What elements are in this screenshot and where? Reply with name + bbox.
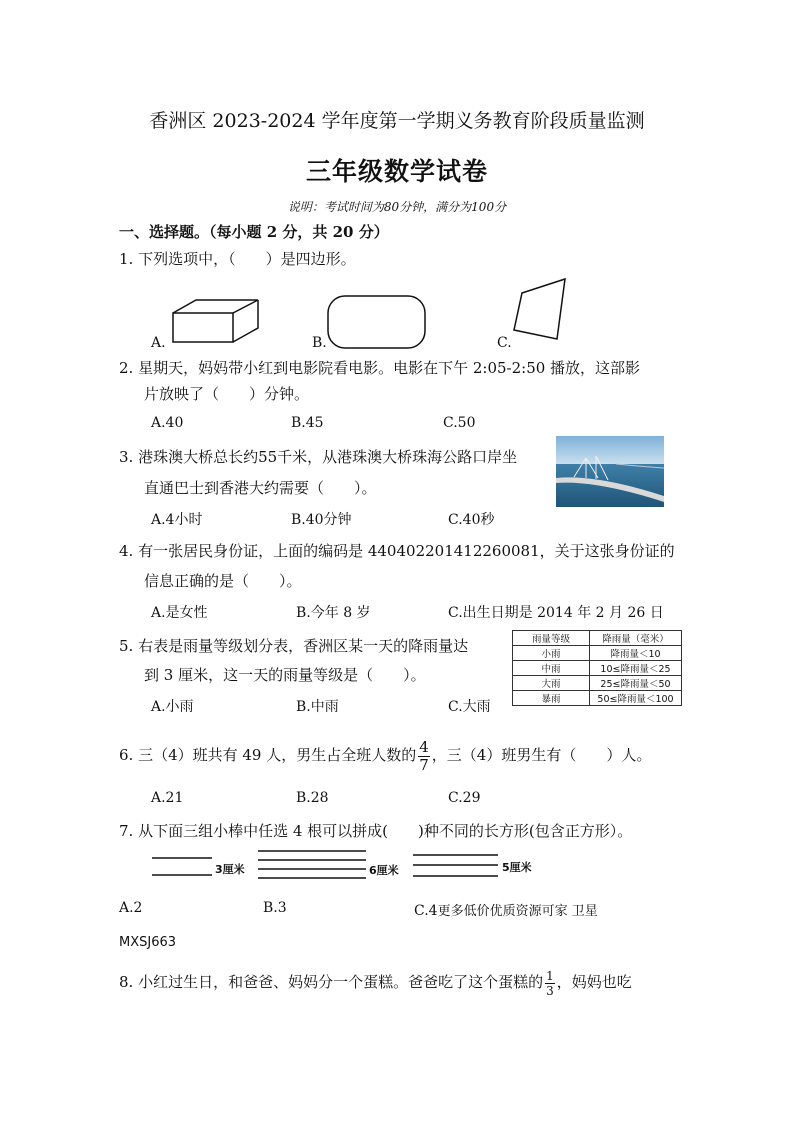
table-cell: 25≤降雨量＜50 <box>590 676 682 691</box>
exam-header-title: 香洲区 2023-2024 学年度第一学期义务教育阶段质量监测 <box>149 110 645 132</box>
question-7-stem: 7. 从下面三组小棒中任选 4 根可以拼成( )种不同的长方形(包含正方形）。 <box>119 822 633 840</box>
question-5-line-1: 5. 右表是雨量等级划分表，香洲区某一天的降雨量达 <box>119 637 469 655</box>
question-6-stem <box>119 735 651 775</box>
question-8-text-after: ，妈妈也吃 <box>556 973 632 991</box>
question-1-stem: 1. 下列选项中，（ ）是四边形。 <box>119 250 356 268</box>
exam-title: 三年级数学试卷 <box>305 157 488 186</box>
table-cell: 降雨量＜10 <box>590 646 682 661</box>
fraction-one-third <box>545 970 555 997</box>
question-4-option-c: C.出生日期是 2014 年 2 月 26 日 <box>448 605 664 621</box>
fraction-numerator: 4 <box>419 737 429 756</box>
rainfall-grade-table <box>512 630 682 706</box>
table-header-cell: 雨量等级 <box>513 631 590 646</box>
question-1-option-b: B. <box>312 335 327 351</box>
question-7-option-a: A.2 <box>119 900 143 916</box>
question-4-option-a: A.是女性 <box>151 605 208 621</box>
rounded-rectangle-figure <box>326 294 428 352</box>
question-8-stem <box>119 962 632 1002</box>
question-3-option-a: A.4小时 <box>151 512 203 528</box>
watermark-text: 更多低价优质资源可家 卫星 <box>437 904 598 919</box>
sticks-group-6cm <box>258 848 366 882</box>
table-row <box>513 676 682 691</box>
fraction-four-sevenths <box>418 737 430 774</box>
question-4-option-b: B.今年 8 岁 <box>296 605 371 621</box>
question-2-option-c: C.50 <box>443 415 476 431</box>
question-1-option-a: A. <box>151 335 166 351</box>
question-2-option-b: B.45 <box>291 415 324 431</box>
table-row <box>513 661 682 676</box>
sticks-group-3cm <box>152 855 212 879</box>
question-5-option-a: A.小雨 <box>151 699 194 715</box>
table-cell: 小雨 <box>513 646 590 661</box>
question-3-option-c: C.40秒 <box>448 512 495 528</box>
question-3-line-1: 3. 港珠澳大桥总长约55千米，从港珠澳大桥珠海公路口岸坐 <box>119 448 518 466</box>
exam-note: 说明：考试时间为80分钟，满分为100分 <box>287 200 507 214</box>
question-6-option-c: C.29 <box>448 790 481 806</box>
question-3-option-b: B.40分钟 <box>291 512 352 528</box>
bridge-photo <box>556 436 664 507</box>
question-2-line-2: 片放映了（ ）分钟。 <box>144 385 310 403</box>
fraction-denominator: 7 <box>419 755 429 774</box>
question-5-line-2: 到 3 厘米，这一天的雨量等级是（ ）。 <box>144 666 426 684</box>
question-7-option-b: B.3 <box>263 900 287 916</box>
sticks-group-5cm <box>413 852 498 880</box>
fraction-numerator: 1 <box>546 968 554 983</box>
table-cell: 大雨 <box>513 676 590 691</box>
question-3-line-2: 直通巴士到香港大约需要（ ）。 <box>144 479 377 497</box>
sticks-label-3cm: 3厘米 <box>215 863 245 876</box>
question-6-text-after: ，三（4）班男生有（ ）人。 <box>431 746 652 764</box>
sticks-label-6cm: 6厘米 <box>369 864 399 877</box>
question-4-line-1: 4. 有一张居民身份证，上面的编码是 440402201412260081，关于这张身份证的 <box>119 542 675 560</box>
question-6-option-b: B.28 <box>296 790 329 806</box>
question-7-option-c <box>414 900 598 919</box>
table-row <box>513 691 682 706</box>
fraction-denominator: 3 <box>546 983 554 998</box>
question-2-option-a: A.40 <box>151 415 184 431</box>
quadrilateral-figure <box>512 276 574 342</box>
table-row <box>513 646 682 661</box>
question-6-text-before: 6. 三（4）班共有 49 人，男生占全班人数的 <box>119 746 417 764</box>
watermark-code: MXSJ663 <box>119 935 177 950</box>
table-header-row <box>513 631 682 646</box>
table-cell: 暴雨 <box>513 691 590 706</box>
question-8-text-before: 8. 小红过生日，和爸爸、妈妈分一个蛋糕。爸爸吃了这个蛋糕的 <box>119 973 544 991</box>
section-heading: 一、选择题。（每小题 2 分，共 20 分） <box>119 223 389 241</box>
table-header-cell: 降雨量（毫米） <box>590 631 682 646</box>
question-4-line-2: 信息正确的是（ ）。 <box>144 572 302 590</box>
question-5-option-c: C.大雨 <box>448 699 491 715</box>
question-2-line-1: 2. 星期天，妈妈带小红到电影院看电影。电影在下午 2:05-2:50 播放，这部影 <box>119 359 641 377</box>
table-cell: 50≤降雨量＜100 <box>590 691 682 706</box>
question-6-option-a: A.21 <box>151 790 184 806</box>
cuboid-figure <box>170 298 265 346</box>
question-1-option-c: C. <box>497 335 512 351</box>
table-cell: 中雨 <box>513 661 590 676</box>
sticks-label-5cm: 5厘米 <box>502 861 532 874</box>
question-5-option-b: B.中雨 <box>296 699 339 715</box>
table-cell: 10≤降雨量＜25 <box>590 661 682 676</box>
question-7-option-c-label: C.4 <box>414 903 438 919</box>
